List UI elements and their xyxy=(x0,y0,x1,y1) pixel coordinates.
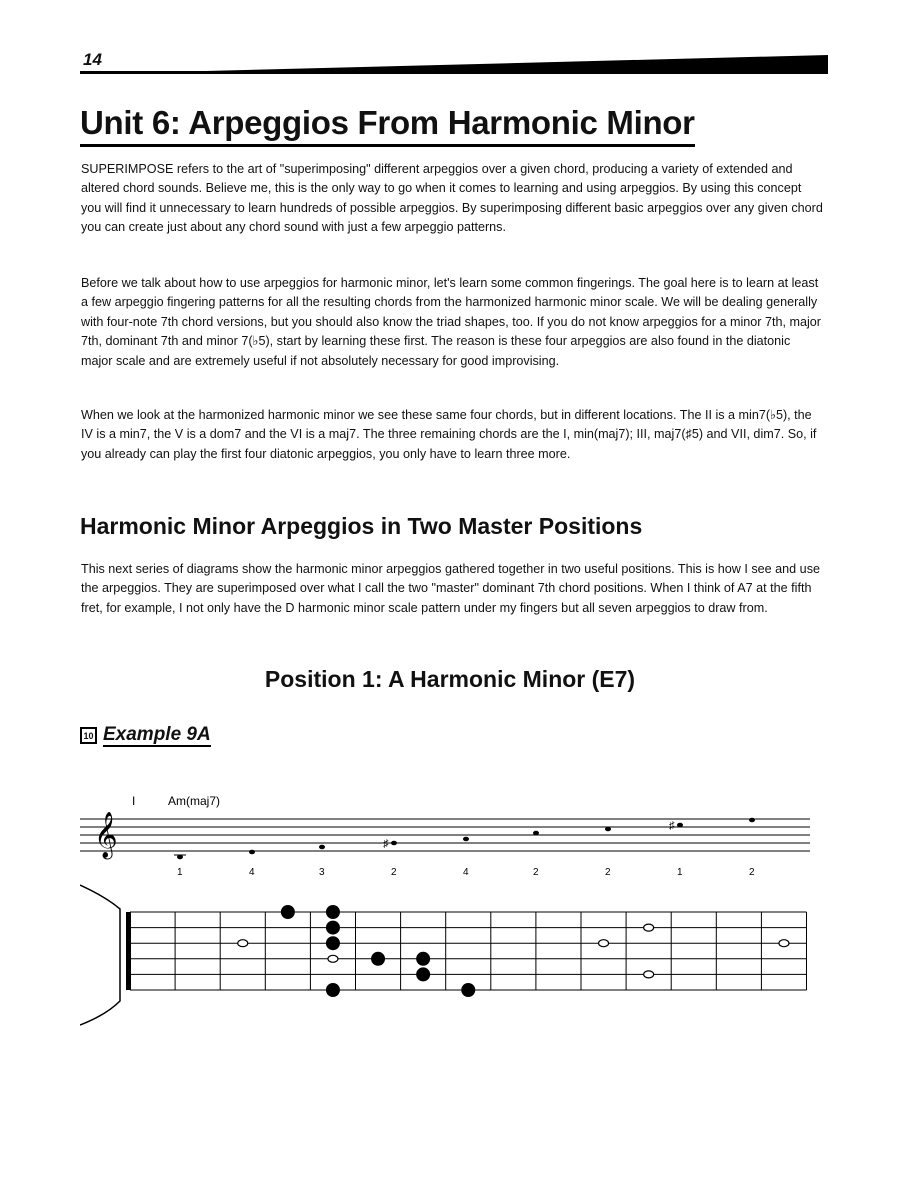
fingering-dot xyxy=(371,952,385,966)
fingering-number: 1 xyxy=(677,867,683,878)
fingering-number: 2 xyxy=(605,867,611,878)
fretboard-diagram xyxy=(126,905,807,997)
section-heading: Harmonic Minor Arpeggios in Two Master Positions xyxy=(80,513,643,539)
sharp-sign: ♯ xyxy=(669,820,675,832)
staff-note xyxy=(463,837,469,842)
example-label: Example 9A xyxy=(103,724,211,745)
sharp-sign: ♯ xyxy=(383,838,389,850)
fingering-dot xyxy=(461,983,475,997)
staff-note xyxy=(533,831,539,836)
chord-name: Am(maj7) xyxy=(168,794,221,808)
treble-clef-icon: 𝄞 xyxy=(94,812,118,858)
open-circle-marker xyxy=(644,924,654,931)
fingering-number: 2 xyxy=(749,867,755,878)
staff-note xyxy=(249,850,255,855)
header-rule xyxy=(80,71,828,74)
unit-title: Unit 6: Arpeggios From Harmonic Minor xyxy=(80,104,695,147)
paragraph-harmonized: When we look at the harmonized harmonic minor we see these same four chords, but in different locations. The II is a min7(♭5), the IV is a min7, the V is a dom7 and the VI is a maj7. The three remaining chords are the I, min(maj7); III, maj7(♯5) and VII, dim7. So, if you already can play the first four diatonic arpeggios, you only have to learn three more. xyxy=(81,408,817,461)
staff-note xyxy=(391,841,397,846)
fingering-dot xyxy=(326,905,340,919)
fingering-dot xyxy=(326,983,340,997)
fingering-numbers xyxy=(177,867,755,878)
staff xyxy=(80,819,810,851)
fingering-dot xyxy=(326,936,340,950)
fretboard-headstock xyxy=(80,885,120,1025)
example-label-group xyxy=(80,724,211,747)
position-heading: Position 1: A Harmonic Minor (E7) xyxy=(264,666,636,692)
nut xyxy=(126,912,131,990)
open-circle-marker xyxy=(238,940,248,947)
fingering-number: 4 xyxy=(249,867,255,878)
staff-notes xyxy=(174,818,755,860)
open-circle-marker xyxy=(779,940,789,947)
open-circle-marker xyxy=(328,955,338,962)
fingering-number: 2 xyxy=(391,867,397,878)
staff-note xyxy=(319,845,325,850)
page-number: 14 xyxy=(83,50,102,69)
fingering-number: 3 xyxy=(319,867,325,878)
music-notation xyxy=(80,785,820,1035)
staff-note xyxy=(749,818,755,823)
roman-numeral: I xyxy=(132,794,136,808)
staff-note xyxy=(677,823,683,828)
paragraph-fingerings: Before we talk about how to use arpeggios for harmonic minor, let's learn some common fingerings. The goal here is to learn at least a few arpeggio fingering patterns for all the resulting chords from the harmonized harmonic minor scale. We will be dealing generally with four-note 7th chord versions, but you should also know the triad shapes, too. If you do not know arpeggios for a minor 7th, major 7th, dominant 7th and minor 7(♭5), start by learning these first. The reason is these four arpeggios are also found in the diatonic major scale and are extremely useful if not absolutely necessary for good improvising. xyxy=(81,276,821,368)
fingering-number: 1 xyxy=(177,867,183,878)
fingering-dot xyxy=(416,952,430,966)
section-paragraph: This next series of diagrams show the harmonic minor arpeggios gathered together in two useful positions. This is how I see and use the arpeggios. They are superimposed over what I call the two "master" dominant 7th chord positions. When I think of A7 at the fifth fret, for example, I not only have the D harmonic minor scale pattern under my fingers but all seven arpeggios to draw from. xyxy=(81,562,820,615)
open-circle-marker xyxy=(644,971,654,978)
open-circle-marker xyxy=(599,940,609,947)
fingering-dot xyxy=(416,967,430,981)
paragraph-superimpose: SUPERIMPOSE refers to the art of "superimposing" different arpeggios over a given chord, producing a variety of extended and altered chord sounds. Believe me, this is the only way to go when it comes to learning and using arpeggios. By using this concept you will find it unnecessary to learn hundreds of possible arpeggios. By superimposing different basic arpeggios over any given chord you can create just about any chord sound with just a few arpeggio patterns. xyxy=(81,162,823,235)
track-number: 10 xyxy=(83,730,94,741)
fingering-number: 4 xyxy=(463,867,469,878)
fingering-dot xyxy=(281,905,295,919)
fingering-dot xyxy=(326,921,340,935)
cd-track-icon xyxy=(80,727,97,744)
fingering-number: 2 xyxy=(533,867,539,878)
staff-note xyxy=(605,827,611,832)
